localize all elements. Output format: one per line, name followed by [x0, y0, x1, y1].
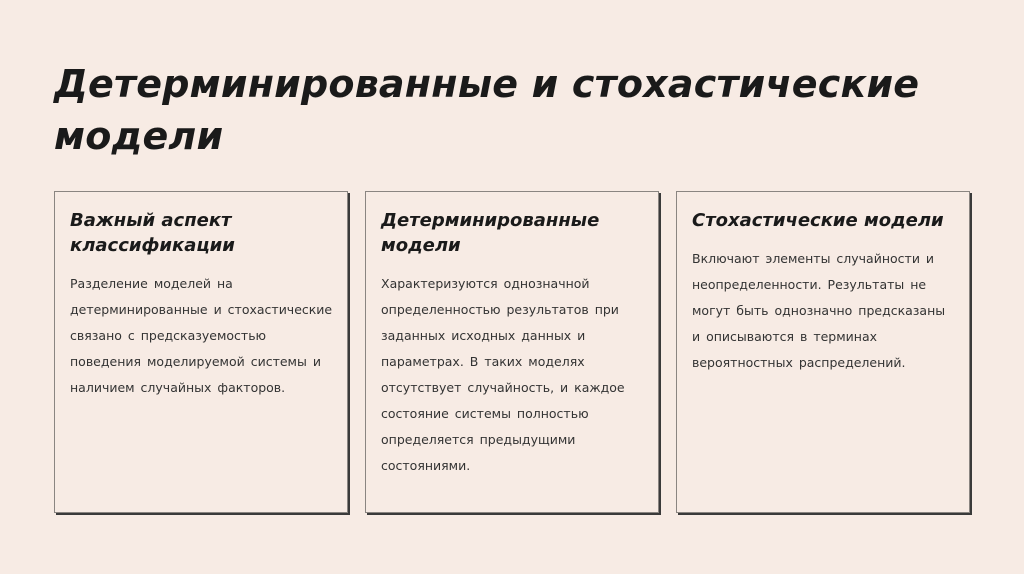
card-heading: Детерминированные модели: [381, 210, 600, 256]
card-heading: Стохастические модели: [692, 210, 944, 231]
card-deterministic-models: [365, 191, 659, 513]
card-body-text: Разделение моделей на детерминированные и стохастические связано с предсказуемостью поведения моделируемой системы и наличием случайных факторов.: [70, 276, 333, 395]
slide-title: Детерминированные и стохастические модели: [54, 62, 920, 158]
card-body-text: Включают элементы случайности и неопределенности. Результаты не могут быть однозначно предсказаны и описываются в терминах вероятностных распределений.: [692, 251, 946, 370]
card-stochastic-models: [676, 191, 970, 513]
card-body-text: Характеризуются однозначной определенностью результатов при заданных исходных данных и параметрах. В таких моделях отсутствует случайность, и каждое состояние системы полностью определяется предыдущими состояниями.: [381, 276, 625, 473]
card-classification-aspect: [54, 191, 348, 513]
card-heading: Важный аспект классификации: [70, 210, 235, 256]
